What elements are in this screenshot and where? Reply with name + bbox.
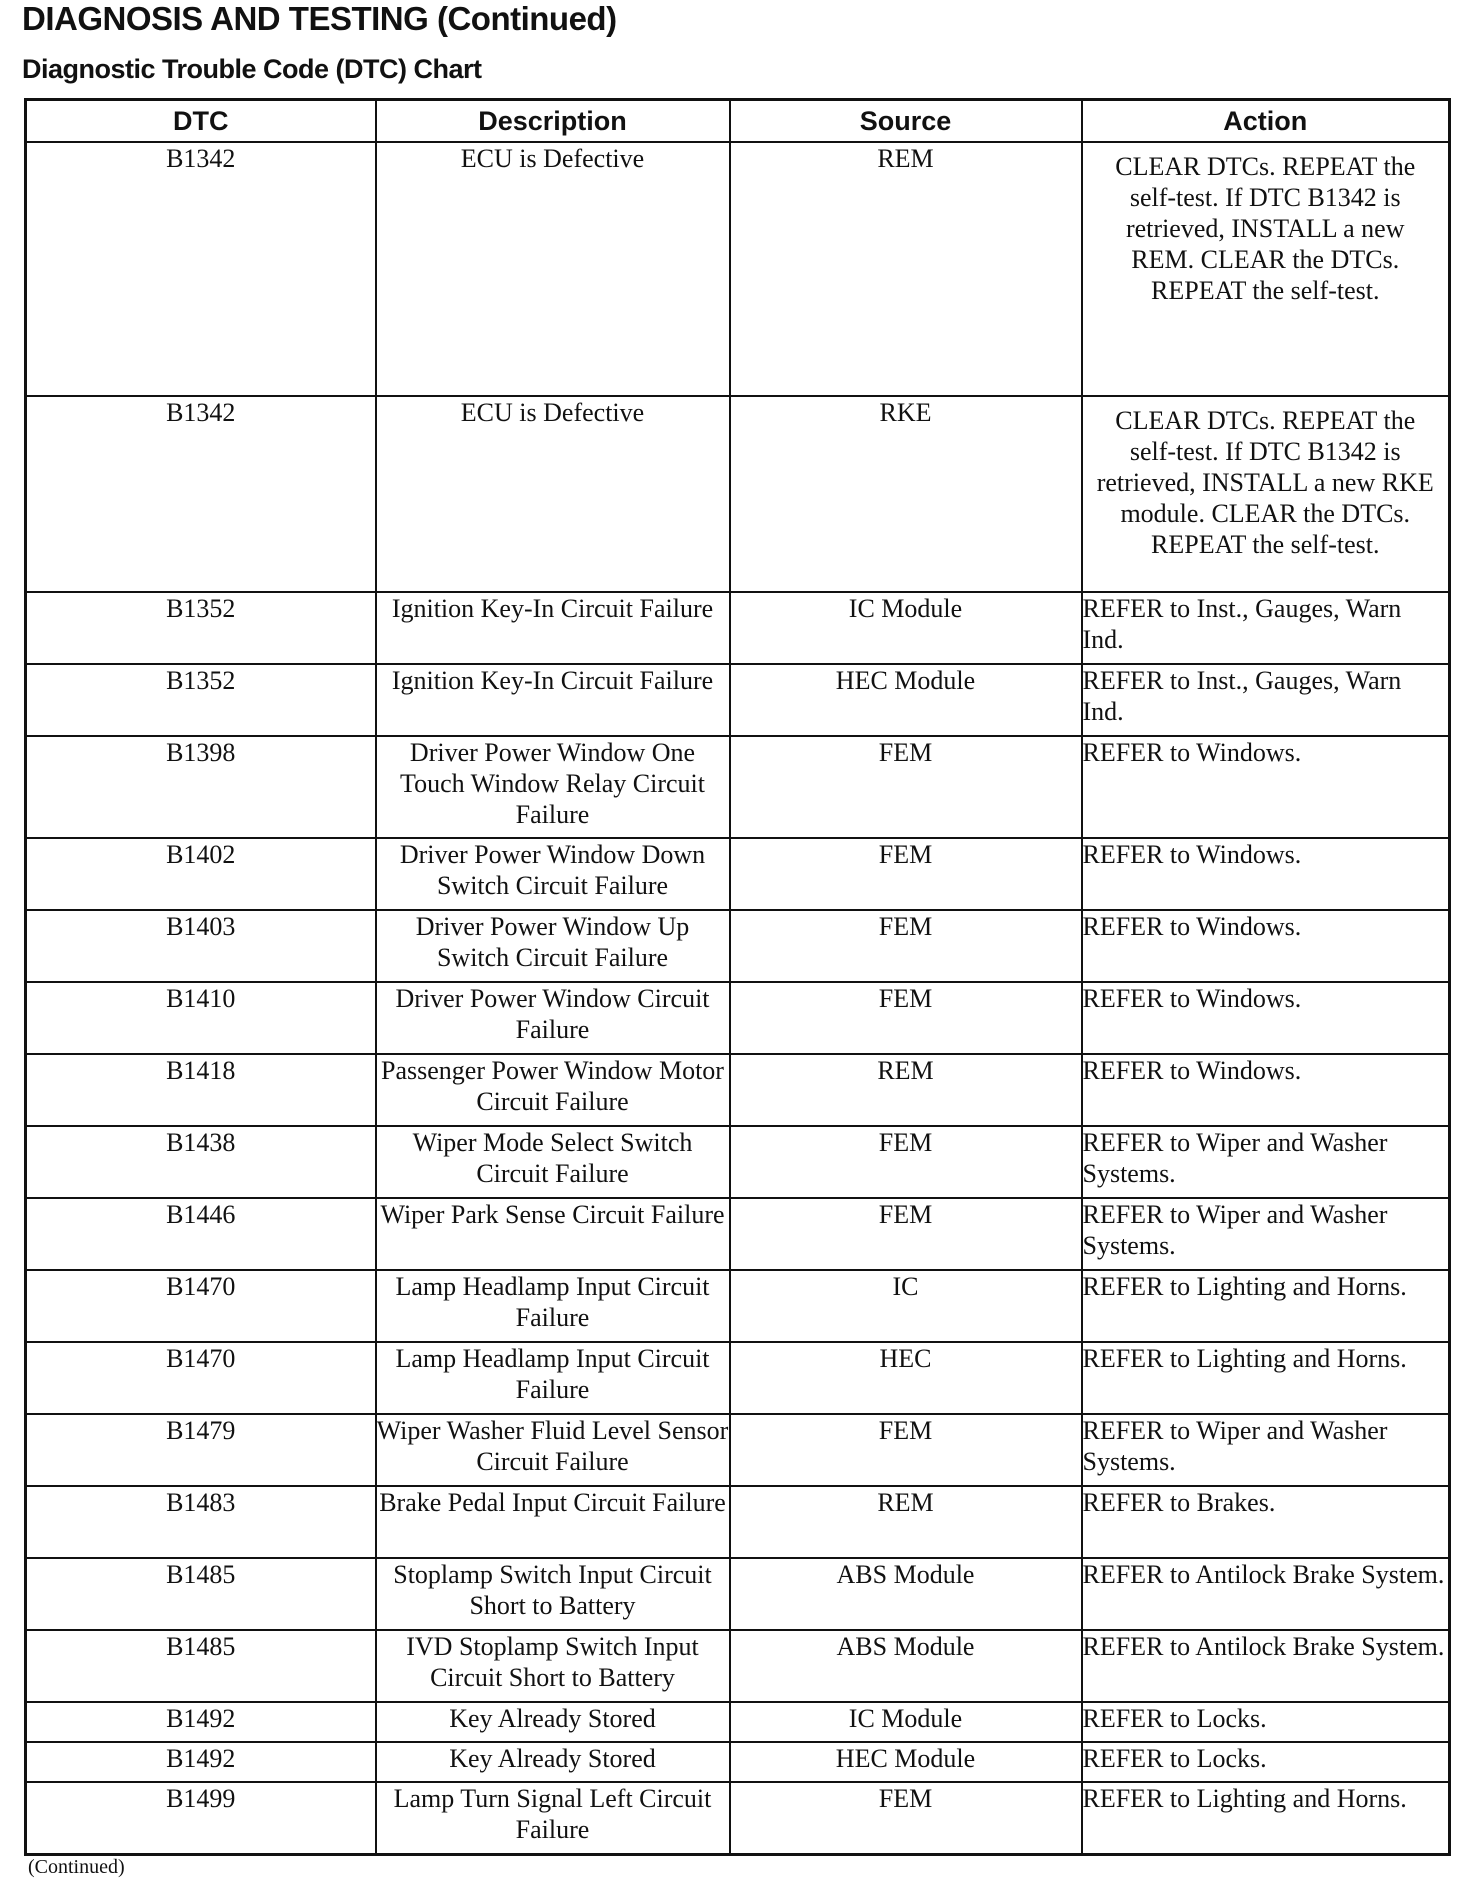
- cell-source: FEM: [730, 1782, 1082, 1854]
- cell-source: REM: [730, 142, 1082, 396]
- table-header-row: [26, 100, 1450, 143]
- cell-action: REFER to Lighting and Horns.: [1082, 1782, 1450, 1854]
- cell-dtc: B1342: [26, 396, 376, 592]
- cell-action: REFER to Lighting and Horns.: [1082, 1270, 1450, 1342]
- cell-dtc: B1499: [26, 1782, 376, 1854]
- cell-action: REFER to Inst., Gauges, Warn Ind.: [1082, 592, 1450, 664]
- cell-dtc: B1446: [26, 1198, 376, 1270]
- page-title: DIAGNOSIS AND TESTING (Continued): [22, 0, 617, 37]
- cell-description: Passenger Power Window Motor Circuit Failure: [376, 1054, 730, 1126]
- table-row: [26, 982, 1450, 1054]
- cell-source: REM: [730, 1054, 1082, 1126]
- cell-source: FEM: [730, 910, 1082, 982]
- cell-action: REFER to Locks.: [1082, 1742, 1450, 1782]
- table-row: [26, 1558, 1450, 1630]
- table-row: [26, 1414, 1450, 1486]
- cell-action: REFER to Wiper and Washer Systems.: [1082, 1414, 1450, 1486]
- cell-dtc: B1479: [26, 1414, 376, 1486]
- cell-dtc: B1470: [26, 1270, 376, 1342]
- column-header-source: Source: [730, 100, 1082, 143]
- cell-dtc: B1492: [26, 1702, 376, 1742]
- cell-source: RKE: [730, 396, 1082, 592]
- column-header-action: Action: [1082, 100, 1450, 143]
- cell-description: Driver Power Window One Touch Window Relay Circuit Failure: [376, 736, 730, 838]
- cell-source: HEC Module: [730, 664, 1082, 736]
- cell-dtc: B1470: [26, 1342, 376, 1414]
- table-row: [26, 1126, 1450, 1198]
- table-row: [26, 1702, 1450, 1742]
- cell-description: Key Already Stored: [376, 1742, 730, 1782]
- column-header-description: Description: [376, 100, 730, 143]
- cell-action: REFER to Wiper and Washer Systems.: [1082, 1126, 1450, 1198]
- cell-source: IC Module: [730, 592, 1082, 664]
- cell-description: Driver Power Window Down Switch Circuit Failure: [376, 838, 730, 910]
- continued-note: (Continued): [28, 1856, 125, 1878]
- cell-action: REFER to Windows.: [1082, 910, 1450, 982]
- cell-action: REFER to Antilock Brake System.: [1082, 1630, 1450, 1702]
- cell-source: ABS Module: [730, 1630, 1082, 1702]
- cell-action: REFER to Wiper and Washer Systems.: [1082, 1198, 1450, 1270]
- cell-source: FEM: [730, 982, 1082, 1054]
- cell-dtc: B1410: [26, 982, 376, 1054]
- cell-source: HEC: [730, 1342, 1082, 1414]
- cell-description: Driver Power Window Circuit Failure: [376, 982, 730, 1054]
- table-row: [26, 142, 1450, 396]
- cell-dtc: B1352: [26, 664, 376, 736]
- cell-description: Wiper Mode Select Switch Circuit Failure: [376, 1126, 730, 1198]
- cell-dtc: B1418: [26, 1054, 376, 1126]
- cell-action: REFER to Windows.: [1082, 1054, 1450, 1126]
- table-row: [26, 1486, 1450, 1558]
- table-row: [26, 910, 1450, 982]
- cell-action: REFER to Windows.: [1082, 838, 1450, 910]
- table-row: [26, 1198, 1450, 1270]
- cell-action: REFER to Inst., Gauges, Warn Ind.: [1082, 664, 1450, 736]
- cell-dtc: B1402: [26, 838, 376, 910]
- cell-action: CLEAR DTCs. REPEAT the self-test. If DTC B1342 is retrieved, INSTALL a new RKE module. CLEAR the DTCs. REPEAT the self-test.: [1082, 396, 1450, 592]
- table-row: [26, 736, 1450, 838]
- cell-source: FEM: [730, 838, 1082, 910]
- chart-title: Diagnostic Trouble Code (DTC) Chart: [22, 54, 482, 84]
- cell-source: IC: [730, 1270, 1082, 1342]
- cell-dtc: B1485: [26, 1630, 376, 1702]
- cell-dtc: B1438: [26, 1126, 376, 1198]
- cell-dtc: B1352: [26, 592, 376, 664]
- cell-source: ABS Module: [730, 1558, 1082, 1630]
- cell-description: Lamp Turn Signal Left Circuit Failure: [376, 1782, 730, 1854]
- cell-action: CLEAR DTCs. REPEAT the self-test. If DTC B1342 is retrieved, INSTALL a new REM. CLEAR the DTCs. REPEAT the self-test.: [1082, 142, 1450, 396]
- table-row: [26, 664, 1450, 736]
- table-row: [26, 1270, 1450, 1342]
- cell-dtc: B1483: [26, 1486, 376, 1558]
- dtc-table: [24, 98, 1451, 1856]
- cell-action: REFER to Windows.: [1082, 736, 1450, 838]
- cell-dtc: B1492: [26, 1742, 376, 1782]
- cell-description: Stoplamp Switch Input Circuit Short to Battery: [376, 1558, 730, 1630]
- cell-source: FEM: [730, 736, 1082, 838]
- cell-description: Ignition Key-In Circuit Failure: [376, 664, 730, 736]
- cell-action: REFER to Locks.: [1082, 1702, 1450, 1742]
- cell-action: REFER to Antilock Brake System.: [1082, 1558, 1450, 1630]
- cell-dtc: B1403: [26, 910, 376, 982]
- column-header-dtc: DTC: [26, 100, 376, 143]
- cell-source: IC Module: [730, 1702, 1082, 1742]
- cell-action: REFER to Lighting and Horns.: [1082, 1342, 1450, 1414]
- table-row: [26, 1630, 1450, 1702]
- table-row: [26, 592, 1450, 664]
- cell-description: Key Already Stored: [376, 1702, 730, 1742]
- cell-description: Ignition Key-In Circuit Failure: [376, 592, 730, 664]
- cell-source: FEM: [730, 1126, 1082, 1198]
- cell-dtc: B1342: [26, 142, 376, 396]
- cell-description: Lamp Headlamp Input Circuit Failure: [376, 1342, 730, 1414]
- cell-description: Lamp Headlamp Input Circuit Failure: [376, 1270, 730, 1342]
- cell-action: REFER to Brakes.: [1082, 1486, 1450, 1558]
- table-row: [26, 1342, 1450, 1414]
- cell-dtc: B1485: [26, 1558, 376, 1630]
- cell-description: ECU is Defective: [376, 396, 730, 592]
- cell-source: FEM: [730, 1198, 1082, 1270]
- cell-source: FEM: [730, 1414, 1082, 1486]
- table-row: [26, 1054, 1450, 1126]
- cell-dtc: B1398: [26, 736, 376, 838]
- cell-description: Wiper Park Sense Circuit Failure: [376, 1198, 730, 1270]
- table-row: [26, 1742, 1450, 1782]
- table-row: [26, 1782, 1450, 1854]
- cell-action: REFER to Windows.: [1082, 982, 1450, 1054]
- cell-source: HEC Module: [730, 1742, 1082, 1782]
- cell-description: Driver Power Window Up Switch Circuit Failure: [376, 910, 730, 982]
- table-row: [26, 838, 1450, 910]
- cell-description: Wiper Washer Fluid Level Sensor Circuit Failure: [376, 1414, 730, 1486]
- cell-description: IVD Stoplamp Switch Input Circuit Short to Battery: [376, 1630, 730, 1702]
- cell-source: REM: [730, 1486, 1082, 1558]
- table-row: [26, 396, 1450, 592]
- cell-description: ECU is Defective: [376, 142, 730, 396]
- cell-description: Brake Pedal Input Circuit Failure: [376, 1486, 730, 1558]
